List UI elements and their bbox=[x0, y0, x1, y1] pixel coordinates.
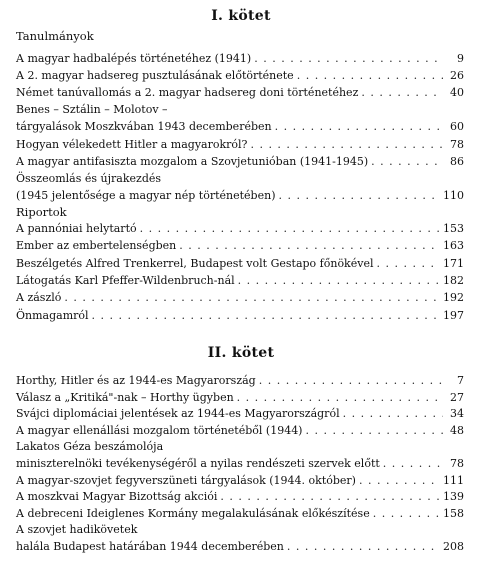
dot-leader bbox=[275, 119, 443, 134]
toc-entry bbox=[16, 290, 464, 305]
toc-entry bbox=[16, 221, 464, 236]
toc-entry-title: A zászló bbox=[16, 291, 62, 305]
dot-leader bbox=[140, 221, 440, 236]
toc-page-number: 27 bbox=[450, 390, 464, 404]
toc-entry-title: A pannóniai helytartó bbox=[16, 222, 137, 235]
toc-entry bbox=[16, 171, 464, 186]
dot-leader bbox=[179, 238, 440, 253]
toc-page-number: 86 bbox=[450, 154, 464, 168]
toc-entry-title: Ember az embertelenségben bbox=[16, 239, 177, 253]
toc-page-number: 182 bbox=[443, 273, 464, 287]
toc-entry bbox=[16, 456, 464, 471]
dot-leader bbox=[238, 273, 440, 288]
toc-entry bbox=[16, 522, 464, 537]
dot-leader bbox=[287, 539, 440, 554]
toc-entry-title: Hogyan vélekedett Hitler a magyarokról? bbox=[16, 137, 248, 151]
toc-entry-title: Horthy, Hitler és az 1944-es Magyarország bbox=[16, 374, 256, 387]
dot-leader bbox=[279, 188, 441, 203]
toc-entry-title: tárgyalások Moszkvában 1943 decemberében bbox=[16, 120, 272, 134]
toc-page-number: 78 bbox=[450, 137, 464, 151]
toc-entry-title: A magyar ellenállási mozgalom történetéből (1944) bbox=[16, 423, 303, 437]
toc-entry bbox=[16, 539, 464, 554]
toc-page-number: 158 bbox=[443, 506, 464, 520]
dot-leader bbox=[305, 423, 443, 438]
toc-entry-title: Német tanúvallomás a 2. magyar hadsereg doni történetéhez bbox=[16, 86, 359, 100]
toc-entry bbox=[16, 137, 464, 152]
toc-page-number: 153 bbox=[443, 222, 464, 235]
toc-entry-title: Svájci diplomáciai jelentések az 1944-es Magyarországról bbox=[16, 407, 340, 421]
toc-page-number: 208 bbox=[443, 540, 464, 553]
volume-2-title: II. kötet bbox=[207, 345, 275, 361]
toc-entry bbox=[16, 119, 464, 134]
section-heading-riportok: Riportok bbox=[16, 205, 67, 219]
toc-entry bbox=[16, 406, 464, 421]
toc-entry-title: A magyar-szovjet fegyverszüneti tárgyalások (1944. október) bbox=[16, 473, 356, 487]
section-heading-tanulmanyok: Tanulmányok bbox=[16, 29, 94, 43]
toc-entry-title: Beszélgetés Alfred Trenkerrel, Budapest volt Gestapo főnökével bbox=[16, 256, 374, 270]
toc-entry bbox=[16, 154, 464, 169]
toc-page-number: 9 bbox=[457, 52, 464, 65]
toc-entry-title: Önmagamról bbox=[16, 308, 89, 322]
toc-page-number: 34 bbox=[450, 407, 464, 421]
dot-leader bbox=[259, 373, 443, 388]
toc-entry-title: Válasz a „Kritiká"-nak – Horthy ügyben bbox=[16, 390, 234, 404]
toc-entry-title: A debreceni Ideiglenes Kormány megalakulásának előkészítése bbox=[16, 506, 370, 520]
toc-page-number: 78 bbox=[450, 457, 464, 470]
toc-page-number: 60 bbox=[450, 120, 464, 134]
dot-leader bbox=[64, 290, 440, 305]
dot-leader bbox=[254, 51, 443, 66]
toc-page-number: 171 bbox=[443, 256, 464, 270]
volume-1-title: I. kötet bbox=[211, 8, 271, 24]
toc-page-number: 7 bbox=[457, 374, 464, 387]
toc-entry bbox=[16, 51, 464, 66]
toc-entry bbox=[16, 423, 464, 438]
toc-page-number: 197 bbox=[443, 308, 464, 322]
dot-leader bbox=[383, 456, 443, 471]
toc-entry-title: A 2. magyar hadsereg pusztulásának előtörténete bbox=[16, 69, 294, 83]
toc-entry-title: halála Budapest határában 1944 decemberében bbox=[16, 540, 284, 553]
toc-page-number: 163 bbox=[443, 239, 464, 253]
toc-entry-title: A moszkvai Magyar Bizottság akciói bbox=[16, 490, 218, 504]
dot-leader bbox=[220, 489, 440, 504]
toc-entry-title: (1945 jelentősége a magyar nép történetében) bbox=[16, 188, 276, 202]
toc-page-number: 139 bbox=[443, 490, 464, 504]
toc-entry-title: Összeomlás és újrakezdés bbox=[16, 171, 162, 185]
toc-entry bbox=[16, 473, 464, 488]
toc-entry bbox=[16, 373, 464, 388]
toc-entry bbox=[16, 188, 464, 203]
dot-leader bbox=[92, 308, 440, 323]
dot-leader bbox=[297, 68, 443, 83]
toc-entry bbox=[16, 102, 464, 117]
toc-page-number: 40 bbox=[450, 86, 464, 100]
toc-entry-title: miniszterelnöki tevékenységéről a nyilas rendészeti szervek előtt bbox=[16, 457, 380, 470]
toc-entry-title: Látogatás Karl Pfeffer-Wildenbruch-nál bbox=[16, 273, 235, 287]
toc-entry bbox=[16, 238, 464, 253]
dot-leader bbox=[361, 85, 443, 100]
toc-entry bbox=[16, 68, 464, 83]
toc-entry bbox=[16, 85, 464, 100]
toc-entry bbox=[16, 308, 464, 323]
dot-leader bbox=[376, 256, 440, 271]
dot-leader bbox=[237, 390, 443, 405]
toc-page-number: 48 bbox=[450, 423, 464, 437]
toc-page-number: 110 bbox=[443, 188, 464, 202]
toc-entry bbox=[16, 390, 464, 405]
toc-entry bbox=[16, 506, 464, 521]
toc-entry-title: A magyar hadbalépés történetéhez (1941) bbox=[16, 52, 252, 65]
toc-page-number: 111 bbox=[443, 473, 464, 487]
toc-entry-title: Benes – Sztálin – Molotov – bbox=[16, 103, 168, 117]
toc-entry bbox=[16, 439, 464, 454]
dot-leader bbox=[373, 506, 440, 521]
toc-entry bbox=[16, 273, 464, 288]
toc-entry-title: A magyar antifasiszta mozgalom a Szovjetunióban (1941-1945) bbox=[16, 154, 369, 168]
toc-page-number: 26 bbox=[450, 69, 464, 83]
dot-leader bbox=[343, 406, 443, 421]
toc-entry bbox=[16, 489, 464, 504]
toc-entry-title: A szovjet hadikövetek bbox=[16, 523, 138, 537]
dot-leader bbox=[250, 137, 443, 152]
dot-leader bbox=[371, 154, 443, 169]
dot-leader bbox=[359, 473, 440, 488]
toc-entry-title: Lakatos Géza beszámolója bbox=[16, 440, 164, 454]
toc-page-number: 192 bbox=[443, 291, 464, 305]
toc-entry bbox=[16, 256, 464, 271]
